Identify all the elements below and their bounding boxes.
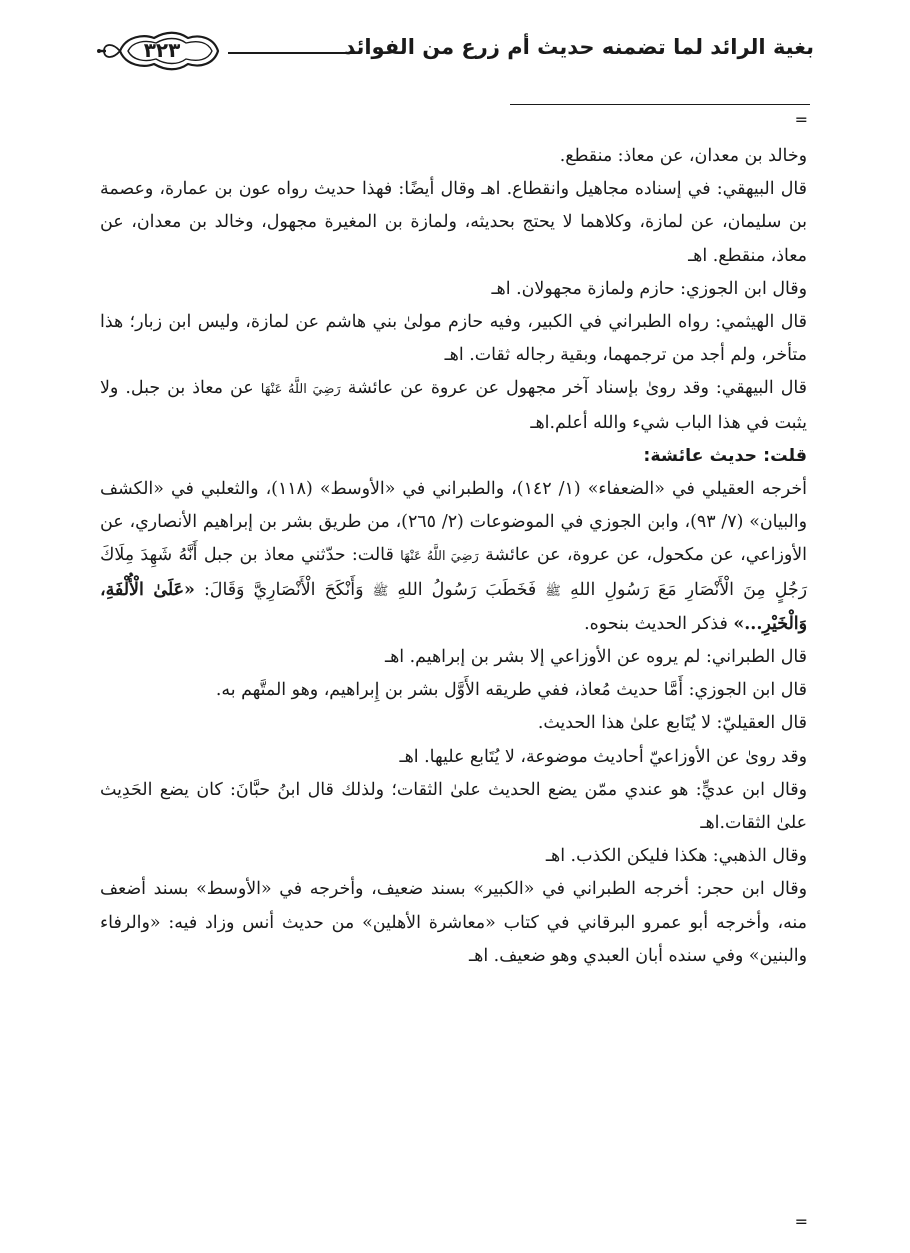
paragraph: قال البيهقي: في إسناده مجاهيل وانقطاع. اهـ وقال أيضًا: فهذا حديث رواه عون بن عمارة، وعصمة بن سليمان، عن لمازة، وكلاهما لا يحتج بحديثه، ولمازة بن المغيرة مجهول، وخالد بن معدان، عن معاذ، منقطع. اهـ (100, 179, 807, 266)
section-heading: قلت: حديث عائشة: (643, 445, 807, 466)
paragraph: وقال ابن الجوزي: حازم ولمازة مجهولان. اهـ (491, 278, 807, 299)
text-run: عن معاذ بن جبل. ولا يثبت في هذا الباب شيء والله أعلم.اهـ (100, 378, 807, 433)
honorific: رَضِيَ اللَّهُ عَنْهَا (260, 382, 341, 398)
continuation-mark-top: = (794, 110, 808, 129)
continuation-mark-bottom: = (794, 1212, 808, 1231)
running-title: بغية الرائد لما تضمنه حديث أم زرع من الفوائد (344, 35, 814, 59)
hadith-quote: فَخَطَبَ رَسُولُ اللهِ (397, 579, 537, 600)
paragraph (100, 372, 807, 439)
text-run: قال البيهقي: وقد روىٰ بإسناد آخر مجهول عن عروة عن عائشة (347, 378, 807, 399)
paragraph (100, 473, 807, 641)
paragraph: وقال الذهبي: هكذا فليكن الكذب. اهـ (545, 846, 807, 867)
separator-rule (510, 104, 810, 105)
hadith-quote-bold: «عَلَىٰ الْأُلْفَةِ، وَالْخَيْرِ...» (100, 579, 807, 634)
hadith-quote: وَأَنْكَحَ الْأَنْصَارِيَّ وَقَالَ: (203, 579, 364, 600)
body-text (100, 140, 807, 973)
paragraph: وقال ابن عديٍّ: هو عندي ممّن يضع الحديث علىٰ الثقات؛ ولذلك قال ابنُ حبَّانَ: كان يضع الحَدِيث علىٰ الثقات.اهـ (100, 779, 807, 834)
paragraph: قال الطبراني: لم يروه عن الأوزاعي إلا بشر بن إبراهيم. اهـ (385, 647, 807, 668)
honorific: ﷺ (545, 583, 561, 599)
text-run: أخرجه العقيلي في «الضعفاء» (١/ ١٤٢)، والطبراني في «الأوسط» (١١٨)، والثعلبي في «الكشف والبيان» (٧/ ٩٣)، وابن الجوزي في الموضوعات (٢/ ٢٦٥)، من طريق بشر بن إبراهيم الأنصاري، عن الأوزاعي، عن مكحول، عن عروة، عن عائشة (100, 479, 808, 566)
running-header (96, 28, 814, 68)
paragraph: قال العقيليّ: لا يُتَابع علىٰ هذا الحديث. (537, 713, 807, 734)
honorific: ﷺ (372, 583, 389, 599)
text-run: قالت: حدّثني معاذ بن جبل (203, 545, 394, 566)
header-rule (228, 52, 359, 54)
paragraph: قال الهيثمي: رواه الطبراني في الكبير، وفيه حازم مولىٰ بني هاشم عن لمازة، وليس ابن زبار؛ هذا متأخر، ولم أجد من ترجمهما، وبقية رجاله ثقات. اهـ (100, 312, 807, 366)
hadith-quote: أَنَّهُ شَهِدَ مِلَاكَ رَجُلٍ مِنَ الْأَنْصَارِ مَعَ رَسُولِ اللهِ (100, 545, 808, 600)
paragraph: وقد روىٰ عن الأوزاعيّ أحاديث موضوعة، لا يُتَابع عليها. اهـ (399, 746, 807, 767)
page-number: ٣٢٣ (143, 38, 181, 62)
paragraph: وخالد بن معدان، عن معاذ: منقطع. (559, 146, 807, 166)
honorific: رَضِيَ اللَّهُ عَنْهَا (400, 549, 479, 565)
text-run: فذكر الحديث بنحوه. (584, 613, 728, 634)
paragraph: وقال ابن حجر: أخرجه الطبراني في «الكبير» بسند ضعيف، وأخرجه في «الأوسط» بسند أضعف منه، وأخرجه أبو عمرو البرقاني في كتاب «معاشرة الأهلين» من حديث أنس وزاد فيه: «والرفاء والبنين» وفي سنده أبان العبدي وهو ضعيف. اهـ (100, 879, 807, 966)
paragraph: قال ابن الجوزي: أَمَّا حديث مُعاذ، ففي طريقه الأَوَّل بشر بن إِبراهيم، وهو المتَّهم به. (215, 680, 807, 701)
